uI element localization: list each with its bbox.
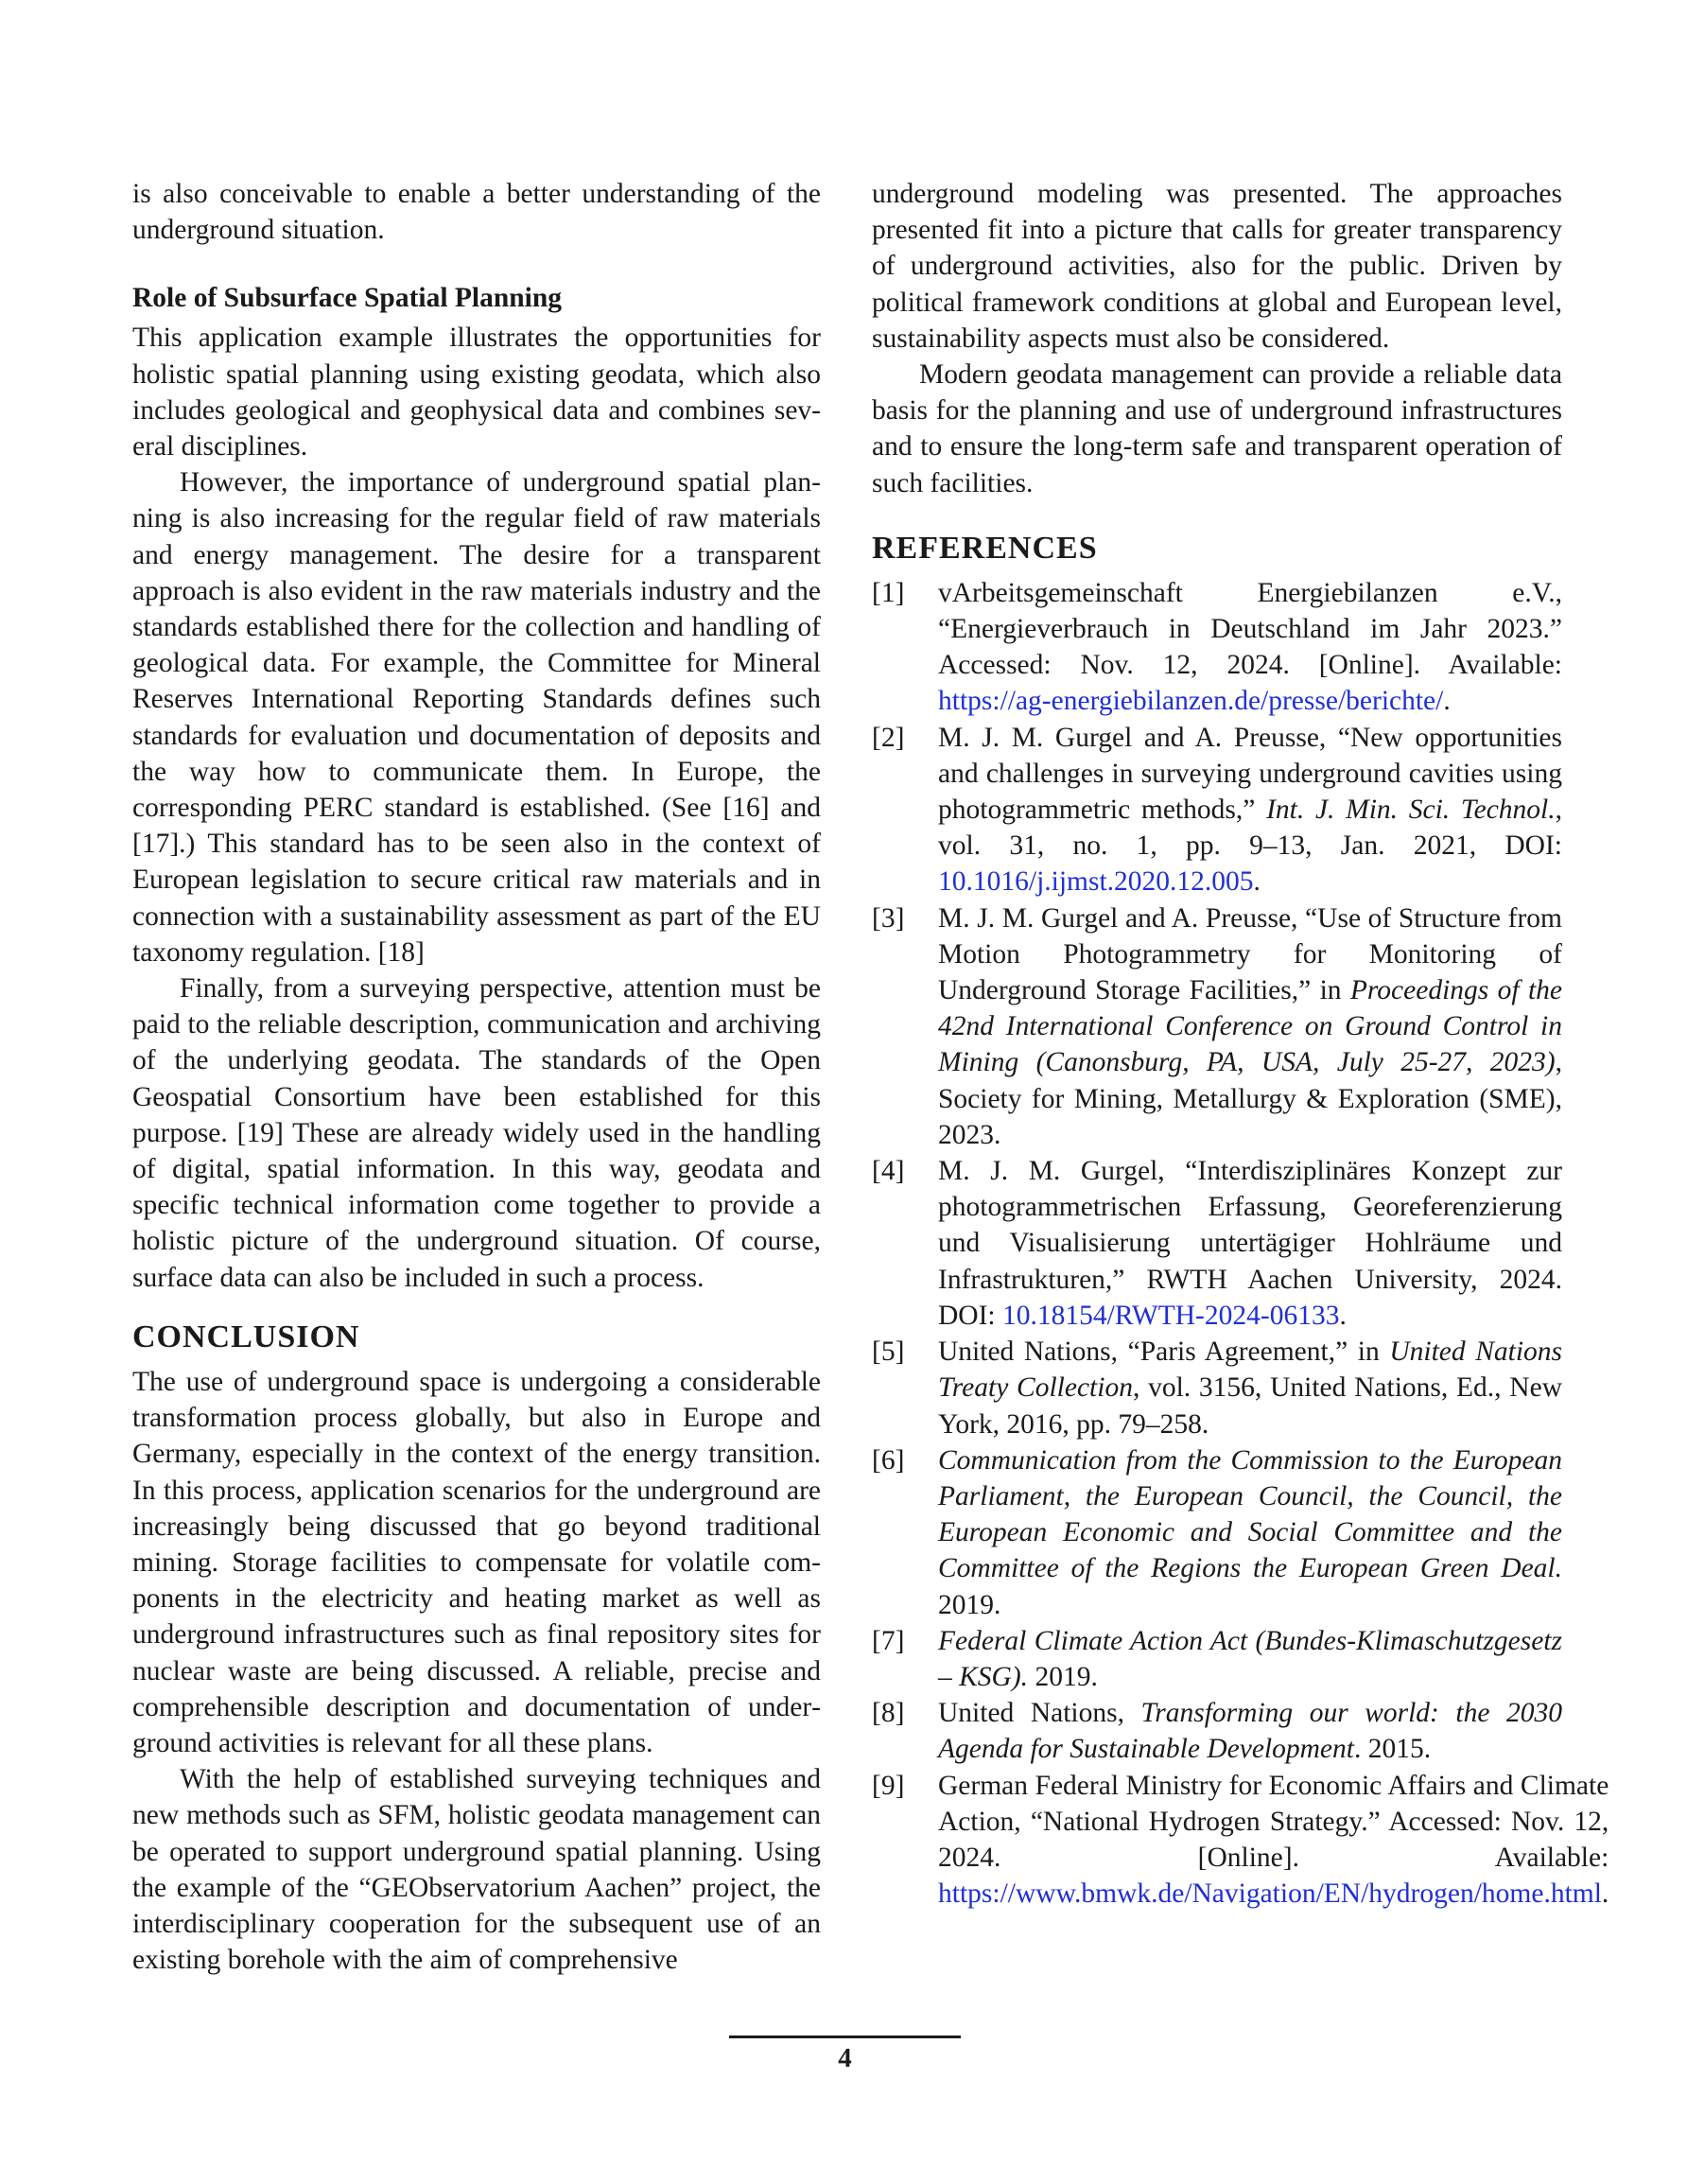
reference-item [872,1623,1562,1695]
reference-body: , vol. 31, no. 1, pp. 9–13, Jan. 2021, DOI: [938,795,1562,862]
reference-tail: . [1253,866,1261,898]
reference-body: vArbeitsgemeinschaft Energiebilanzen e.V., “Energieverbrauch in Deutschland im Jahr 2023.” Accessed: Nov. 12, 2024. [Online]. Available: [938,577,1562,681]
reference-text [938,900,1562,1153]
reference-item [872,900,1562,1153]
reference-text [938,1695,1562,1767]
reference-body: United Nations, [938,1698,1141,1729]
reference-tail: . [1443,686,1451,717]
reference-list [872,575,1609,1913]
reference-journal: Federal Climate Action Act (Bundes-Klimaschutzgesetz – KSG). [938,1625,1562,1692]
reference-link[interactable]: 10.1016/j.ijmst.2020.12.005 [938,866,1254,898]
reference-item [872,1695,1562,1767]
continuation-paragraph: Modern geodata management can provide a reliable data basis for the planning and use of underground infrastructures and to ensure the long-term safe and transparent operation of such facilities. [872,359,1562,498]
reference-text [938,1623,1562,1695]
left-column [132,176,821,1978]
reference-body: 2019. [938,1589,1001,1620]
reference-journal: United Nations Treaty Collection [938,1337,1562,1404]
conclusion-paragraph: With the help of established surveying techniques and new methods such as SFM, holistic geodata management can be operated to support underground spatial planning. Using the example of the “GEObservatorium Aachen” project, the interdisciplinary cooperation for the subsequent use of an existing borehole with the aim of comprehensive [132,1764,821,1976]
reference-journal: Communication from the Commission to the European Parliament, the European Council, the Council, the European Economic and Social Committee and the Committee of the Regions the European Green Deal. [938,1444,1562,1584]
reference-text [938,1153,1562,1334]
reference-journal: Proceedings of the 42nd International Conference on Ground Control in Mining (Canonsburg, PA, USA, July 25-27, 2023) [938,975,1562,1078]
intro-paragraph: is also conceivable to enable a better understanding of the underground situation. [132,179,821,246]
reference-link[interactable]: 10.18154/RWTH-2024-06133 [1002,1300,1340,1331]
reference-text [938,1334,1562,1442]
reference-body: United Nations, “Paris Agreement,” in [938,1337,1390,1368]
reference-link[interactable]: https://www.bmwk.de/Navigation/EN/hydrogen/home.html [938,1878,1602,1910]
reference-body: M. J. M. Gurgel, “Interdisziplinäres Konzept zur photogrammetrischen Erfassung, Georeferenzierung und Visualisierung untertägiger Hohlräume und Infrastrukturen,” RWTH Aachen University, 2024. DOI: [938,1156,1562,1331]
reference-number: [2] [872,722,905,753]
reference-number: [1] [872,577,905,608]
footer-rule [729,2035,961,2038]
reference-item [872,1334,1562,1442]
reference-body: 2019. [1028,1661,1098,1692]
right-column [872,176,1609,1912]
reference-number: [4] [872,1156,905,1187]
reference-body: M. J. M. Gurgel and A. Preusse, “Use of Structure from Motion Photogrammetry for Monitoring of Underground Storage Facilities,” in [938,902,1562,1006]
page-number: 4 [838,2043,852,2073]
reference-number: [5] [872,1337,905,1368]
conclusion-paragraph: The use of underground space is undergoing a considerable transformation process globally, but also in Europe and Germany, especially in the context of the energy transition. In this process, application scenarios for the underground are increasingly being discussed that go beyond traditional mining. Storage facilities to compensate for volatile components in the electricity and heating market as well as underground infrastructures such as final repository sites for nuclear waste are being discussed. A reliable, precise and comprehensible description and documentation of underground activities is relevant for all these plans. [132,1366,821,1758]
reference-text [938,1768,1609,1913]
subsection-paragraph: This application example illustrates the opportunities for holistic spatial planning using existing geodata, which also includes geological and geophysical data and combines several disciplines. [132,323,821,463]
reference-number: [6] [872,1444,905,1476]
continuation-paragraph: underground modeling was presented. The approaches presented fit into a picture that calls for greater transparency of underground activities, also for the public. Driven by political framework conditions at global and European level, sustainability aspects must also be considered. [872,179,1562,354]
subsection-heading: Role of Subsurface Spatial Planning [132,283,563,314]
reference-number: [3] [872,902,905,934]
reference-body: , vol. 3156, United Nations, Ed., New York, 2016, pp. 79–258. [938,1372,1562,1440]
reference-text [938,720,1562,900]
reference-number: [8] [872,1698,905,1729]
reference-item [872,720,1562,900]
reference-item [872,1153,1562,1334]
subsection-paragraph: However, the importance of underground spatial planning is also increasing for the regular field of raw materials and energy management. The desire for a transparent approach is also evident in the raw materials industry and the standards established there for the collection and handling of geological data. For example, the Committee for Mineral Reserves International Reporting Standards defines such standards for evaluation und documentation of deposits and the way how to communicate them. In Europe, the corresponding PERC standard is established. (See [16] and [17].) This standard has to be seen also in the context of European legislation to secure critical raw materials and in connection with a sustainability assessment as part of the EU taxonomy regulation. [18] [132,467,821,968]
reference-number: [7] [872,1625,905,1656]
reference-item [872,1768,1609,1913]
reference-journal: Int. J. Min. Sci. Technol. [1266,795,1556,826]
reference-journal: Transforming our world: the 2030 Agenda for Sustainable Development [938,1698,1562,1765]
reference-tail: . [1339,1300,1347,1331]
reference-body: . 2015. [1353,1734,1432,1765]
reference-body: , Society for Mining, Metallurgy & Exploration (SME), 2023. [938,1047,1562,1150]
reference-body: German Federal Ministry for Economic Affairs and Climate Action, “National Hydrogen Strategy.” Accessed: Nov. 12, 2024. [Online]. Available: [938,1770,1609,1873]
reference-tail: . [1601,1878,1609,1910]
reference-text [938,575,1562,720]
reference-link[interactable]: https://ag-energiebilanzen.de/presse/berichte/ [938,686,1444,717]
reference-item [872,575,1562,720]
reference-body: M. J. M. Gurgel and A. Preusse, “New opportunities and challenges in surveying underground cavities using photogrammetric methods,” [938,722,1562,826]
subsection-paragraph: Finally, from a surveying perspective, attention must be paid to the reliable description, communication and archiving of the underlying geodata. The standards of the Open Geospatial Consortium have been established for this purpose. [19] These are already widely used in the handling of digital, spatial information. In this way, geodata and specific technical information come together to provide a holistic picture of the underground situation. Of course, surface data can also be included in such a process. [132,973,821,1293]
reference-text [938,1442,1562,1623]
conclusion-heading: CONCLUSION [132,1319,360,1354]
references-heading: REFERENCES [872,530,1098,566]
reference-number: [9] [872,1770,905,1801]
reference-item [872,1442,1562,1623]
